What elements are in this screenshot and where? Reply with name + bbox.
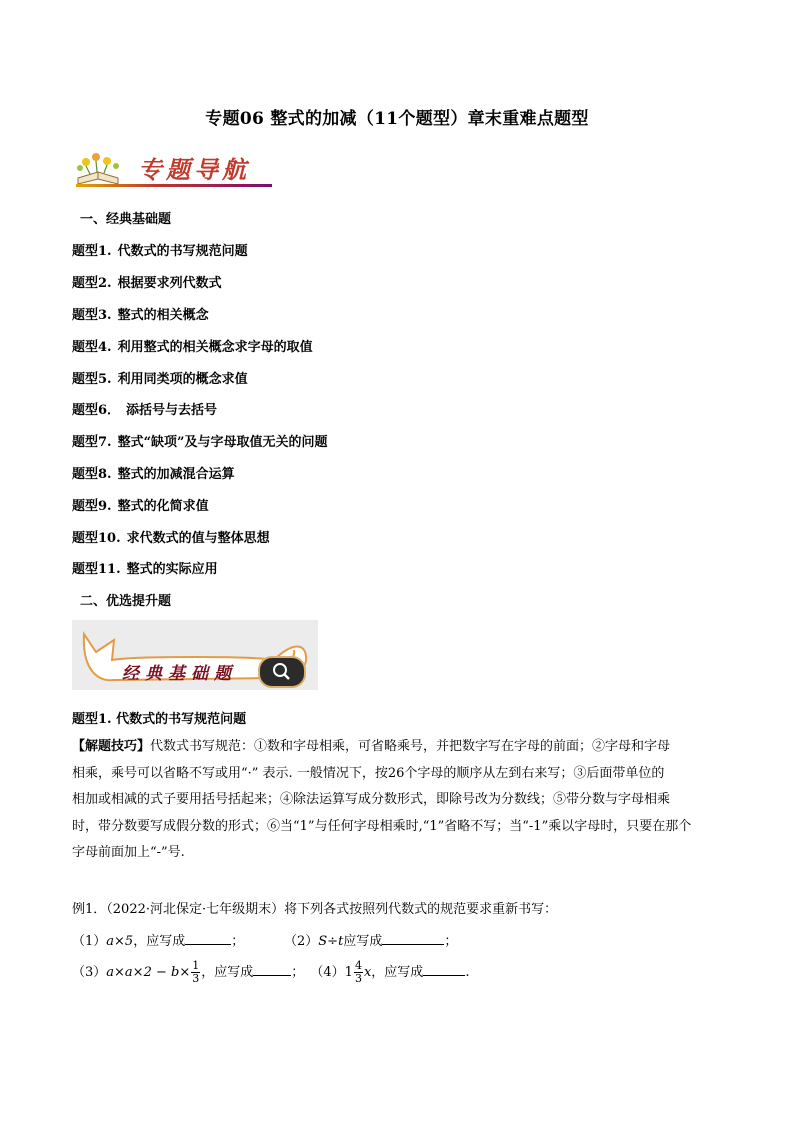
tip-paragraph	[72, 734, 724, 867]
tip-line: 时，带分数要写成假分数的形式；⑥当“1”与任何字母相乘时,“1”省略不写；当“-1”乘以字母时，只要在那个	[72, 818, 692, 834]
section-heading-basic: 一、经典基础题	[80, 212, 172, 227]
question-type-heading: 题型1. 代数式的书写规范问题	[72, 712, 247, 727]
punctuation: ；	[291, 965, 305, 980]
topic-text: 利用同类项的概念求值	[117, 372, 248, 387]
topic-label: 题型8.	[72, 467, 112, 482]
topic-label: 题型7.	[72, 435, 112, 450]
expression: a×a×2 − b×	[106, 965, 191, 980]
topic-label: 题型4.	[72, 340, 112, 355]
topic-label: 题型1.	[72, 244, 112, 259]
topic-list-item	[72, 304, 209, 323]
section-heading-advanced: 二、优选提升题	[80, 594, 172, 609]
topic-text: 整式的加减混合运算	[117, 467, 235, 482]
mixed-number-whole: 1	[344, 965, 353, 980]
question-3	[72, 960, 469, 985]
topic-list-item	[72, 558, 218, 577]
topic-label: 题型6．	[72, 403, 121, 418]
topic-list-item	[72, 336, 313, 355]
topic-label: 题型5.	[72, 372, 112, 387]
punctuation: ；	[231, 934, 245, 949]
variable: x	[363, 965, 372, 980]
nav-banner-title: 专题导航	[138, 155, 250, 184]
topic-text: 求代数式的值与整体思想	[126, 531, 270, 546]
topic-list-item	[72, 431, 328, 450]
answer-blank[interactable]	[185, 931, 231, 945]
expression: S÷t	[318, 934, 344, 949]
tip-text: 代数式书写规范：①数和字母相乘，可省略乘号，并把数字写在字母的前面；②字母和字母	[150, 739, 671, 754]
expression: a×5	[106, 934, 134, 949]
tip-label: 【解题技巧】	[72, 739, 151, 754]
topic-list-item	[72, 527, 270, 546]
topic-label: 题型10.	[72, 531, 121, 546]
question-2	[284, 930, 457, 949]
punctuation: ；	[444, 934, 458, 949]
question-number: （2）	[284, 934, 319, 949]
fraction	[354, 960, 363, 985]
question-text: ，应写成	[201, 965, 254, 980]
topic-list-item	[72, 495, 209, 514]
fraction-numerator: 4	[354, 959, 362, 972]
example-intro	[72, 898, 557, 917]
topic-label: 题型9.	[72, 499, 112, 514]
example-label: 例1．	[72, 902, 107, 917]
question-number: （4）	[310, 965, 345, 980]
punctuation: .	[465, 965, 470, 980]
tip-line: 相加或相减的式子要用括号括起来；④除法运算写成分数形式，即除号改为分数线；⑤带分数与字母相乘	[72, 792, 671, 808]
topic-label: 题型3.	[72, 308, 112, 323]
question-number: （1）	[72, 934, 107, 949]
fraction-denominator: 3	[192, 972, 200, 985]
answer-blank[interactable]	[423, 962, 465, 976]
topic-list-item	[72, 463, 235, 482]
topic-list-item	[72, 272, 222, 291]
topic-text: 整式的实际应用	[126, 562, 218, 577]
nav-banner-underline	[76, 184, 272, 187]
topic-text: 根据要求列代数式	[117, 276, 222, 291]
example-instruction: 将下列各式按照列代数式的规范要求重新书写：	[284, 902, 558, 917]
answer-blank[interactable]	[253, 962, 291, 976]
fraction-numerator: 1	[192, 959, 200, 972]
topic-text: 整式的相关概念	[117, 308, 209, 323]
fraction-denominator: 3	[354, 972, 362, 985]
question-text: ，应写成	[371, 965, 424, 980]
answer-blank[interactable]	[382, 931, 444, 945]
question-text: ，应写成	[133, 934, 186, 949]
topic-text: 代数式的书写规范问题	[117, 244, 248, 259]
page-title: 专题06 整式的加减（11个题型）章末重难点题型	[205, 109, 589, 129]
search-button	[258, 656, 306, 688]
topic-text: 整式“缺项”及与字母取值无关的问题	[117, 435, 328, 450]
topic-text: 利用整式的相关概念求字母的取值	[117, 340, 313, 355]
search-icon	[260, 658, 304, 686]
topic-label: 题型11.	[72, 562, 121, 577]
topic-list-item	[72, 368, 248, 387]
topic-list-item	[72, 240, 248, 259]
badge-title: 经典基础题	[122, 664, 237, 684]
question-1	[72, 930, 244, 949]
topic-text: 整式的化简求值	[117, 499, 209, 514]
tip-line: 相乘，乘号可以省略不写或用“·” 表示. 一般情况下，按26个字母的顺序从左到右来写；③后面带单位的	[72, 765, 665, 781]
question-number: （3）	[72, 965, 107, 980]
topic-text: 添括号与去括号	[126, 403, 218, 418]
fraction	[191, 960, 200, 985]
topic-list-item	[72, 399, 217, 418]
example-source: （2022·河北保定·七年级期末）	[106, 902, 285, 917]
tip-line	[72, 734, 724, 761]
question-text: 应写成	[343, 934, 383, 949]
topic-label: 题型2.	[72, 276, 112, 291]
tip-line: 字母前面加上“-”号.	[72, 845, 185, 861]
